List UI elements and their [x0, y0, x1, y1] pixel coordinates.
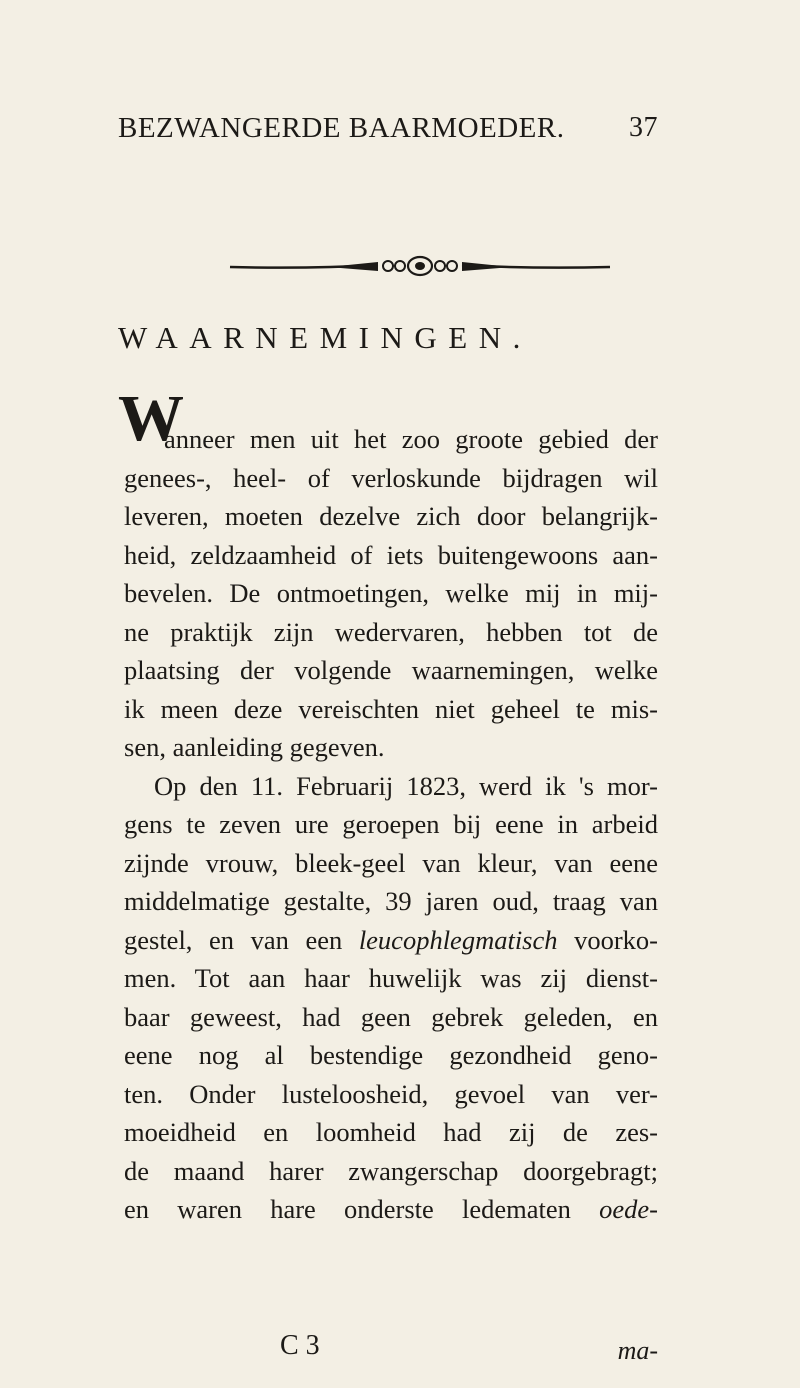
text-line: ten. Onder lusteloosheid, gevoel van ver-: [124, 1078, 658, 1109]
line-text: gestel, en van een: [124, 924, 359, 955]
text-line: ik meen deze vereischten niet geheel te mis-: [124, 693, 658, 724]
text-line: heid, zeldzaamheid of iets buitengewoons aan-: [124, 539, 658, 570]
text-line: bevelen. De ontmoetingen, welke mij in mij-: [124, 578, 658, 608]
text-line: sen, aanleiding gegeven.: [124, 732, 385, 762]
text-line: zijnde vrouw, bleek-geel van kleur, van eene: [124, 847, 658, 878]
drop-cap: W: [118, 382, 184, 455]
line-text: anneer men uit het zoo groote gebied der: [164, 424, 658, 454]
section-heading: WAARNEMINGEN.: [118, 320, 532, 355]
text-line: middelmatige gestalte, 39 jaren oud, traag van: [124, 886, 658, 916]
text-line: men. Tot aan haar huwelijk was zij dienst-: [124, 963, 658, 993]
line-text: en waren hare onderste ledematen: [124, 1194, 600, 1224]
page-footer: [124, 1330, 658, 1370]
text-line: ne praktijk zijn wedervaren, hebben tot de: [124, 616, 658, 647]
text-line: [118, 382, 658, 459]
text-line: baar geweest, had geen gebrek geleden, en: [124, 1001, 658, 1032]
text-line: Op den 11. Februarij 1823, werd ik 's mor-: [154, 770, 658, 801]
text-line: [124, 1190, 658, 1229]
body-text: [118, 382, 658, 1229]
text-line: [124, 921, 658, 960]
text-line: leveren, moeten dezelve zich door belangrijk-: [124, 501, 658, 531]
text-line: moeidheid en loomheid had zij de zes-: [124, 1117, 658, 1147]
signature-mark: C 3: [280, 1330, 320, 1361]
text-line: eene nog al bestendige gezondheid geno-: [124, 1040, 658, 1070]
text-line: genees-, heel- of verloskunde bijdragen wil: [124, 462, 658, 493]
text-line: plaatsing der volgende waarnemingen, welke: [124, 655, 658, 685]
text-line: de maand harer zwangerschap doorgebragt;: [124, 1155, 658, 1186]
italic-term: oede-: [599, 1194, 658, 1224]
italic-term: leucophlegmatisch: [358, 924, 558, 955]
catchword: ma-: [617, 1336, 658, 1365]
ornamental-rule-icon: [228, 254, 612, 278]
running-head: [118, 112, 658, 152]
text-line: gens te zeven ure geroepen bij eene in arbeid: [124, 809, 658, 839]
page-number: 37: [629, 112, 658, 143]
line-text: voorko-: [557, 924, 658, 955]
running-head-title: BEZWANGERDE BAARMOEDER.: [118, 112, 565, 144]
